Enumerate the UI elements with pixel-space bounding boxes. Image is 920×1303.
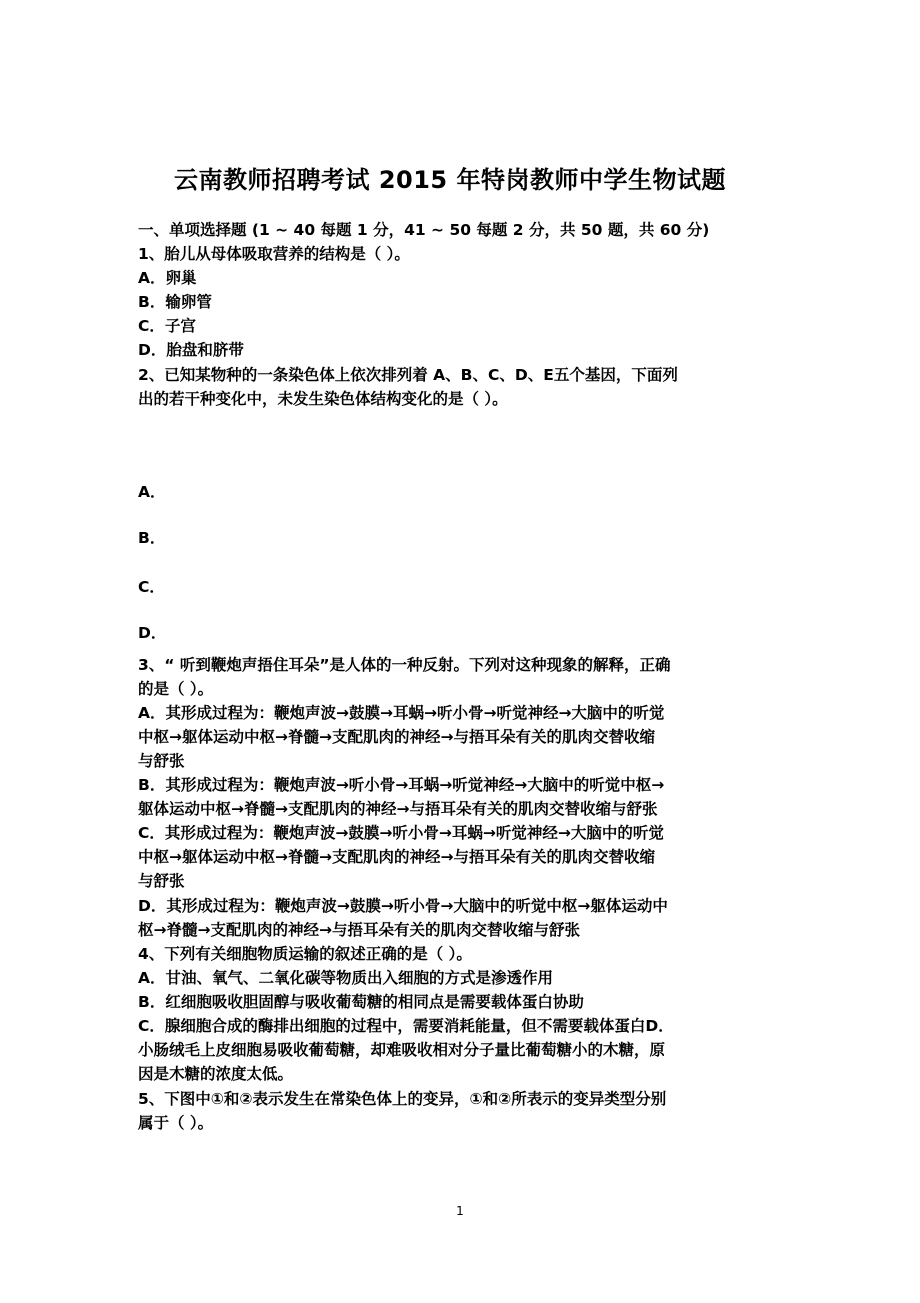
question-4-option-d-line-2: 因是木糖的浓度太低。 [138, 1065, 294, 1083]
question-3-option-a-line-3: 与舒张 [138, 752, 185, 770]
question-1-option-b: B．输卵管 [138, 293, 212, 311]
question-4-option-a: A．甘油、氧气、二氧化碳等物质出入细胞的方式是渗透作用 [138, 969, 553, 987]
question-2-option-c: C． [138, 578, 165, 596]
question-5-stem: 5、下图中①和②表示发生在常染色体上的变异，①和②所表示的变异类型分别 [138, 1090, 667, 1108]
question-3-option-b: B．其形成过程为：鞭炮声波→听小骨→耳蜗→听觉神经→大脑中的听觉中枢→ [138, 776, 665, 794]
question-3-option-d: D．其形成过程为：鞭炮声波→鼓膜→听小骨→大脑中的听觉中枢→躯体运动中 [138, 897, 668, 915]
question-3-option-d-line-2: 枢→脊髓→支配肌肉的神经→与捂耳朵有关的肌肉交替收缩与舒张 [138, 921, 580, 939]
question-1-option-a: A．卵巢 [138, 269, 197, 287]
question-2-stem-continued: 出的若干种变化中，未发生染色体结构变化的是（ ）。 [138, 390, 508, 408]
page-title: 云南教师招聘考试 2015 年特岗教师中学生物试题 [173, 166, 726, 194]
question-3-option-a-line-2: 中枢→躯体运动中枢→脊髓→支配肌肉的神经→与捂耳朵有关的肌肉交替收缩 [138, 728, 655, 746]
question-4-option-b: B．红细胞吸收胆固醇与吸收葡萄糖的相同点是需要载体蛋白协助 [138, 993, 584, 1011]
question-2-option-a: A． [138, 483, 166, 501]
question-2-option-d: D． [138, 624, 167, 642]
question-3-option-c: C．其形成过程为：鞭炮声波→鼓膜→听小骨→耳蜗→听觉神经→大脑中的听觉 [138, 824, 664, 842]
question-3-stem-continued: 的是（ ）。 [138, 680, 214, 698]
page-number: 1 [456, 1204, 464, 1218]
question-3-option-b-line-2: 躯体运动中枢→脊髓→支配肌肉的神经→与捂耳朵有关的肌肉交替收缩与舒张 [138, 800, 658, 818]
question-3-option-c-line-2: 中枢→躯体运动中枢→脊髓→支配肌肉的神经→与捂耳朵有关的肌肉交替收缩 [138, 848, 655, 866]
question-1-option-d: D．胎盘和脐带 [138, 341, 244, 359]
question-2-option-b: B． [138, 529, 166, 547]
question-2-stem: 2、已知某物种的一条染色体上依次排列着 A、B、C、D、E五个基因，下面列 [138, 366, 678, 384]
question-3-option-a: A．其形成过程为：鞭炮声波→鼓膜→耳蜗→听小骨→听觉神经→大脑中的听觉 [138, 704, 665, 722]
question-4-option-c: C．腺细胞合成的酶排出细胞的过程中，需要消耗能量，但不需要载体蛋白D． [138, 1017, 674, 1035]
question-3-stem: 3、“ 听到鞭炮声捂住耳朵”是人体的一种反射。下列对这种现象的解释，正确 [138, 656, 671, 674]
question-4-stem: 4、下列有关细胞物质运输的叙述正确的是（ ）。 [138, 945, 472, 963]
question-4-option-d: 小肠绒毛上皮细胞易吸收葡萄糖，却难吸收相对分子量比葡萄糖小的木糖，原 [138, 1041, 666, 1059]
question-3-option-c-line-3: 与舒张 [138, 872, 185, 890]
question-1-option-c: C．子宫 [138, 317, 196, 335]
question-5-stem-continued: 属于（ ）。 [138, 1114, 214, 1132]
section-heading: 一、单项选择题 (1 ~ 40 每题 1 分，41 ~ 50 每题 2 分，共 50 题，共 60 分) [138, 221, 710, 239]
question-1-stem: 1、胎儿从母体吸取营养的结构是（ ）。 [138, 245, 410, 263]
